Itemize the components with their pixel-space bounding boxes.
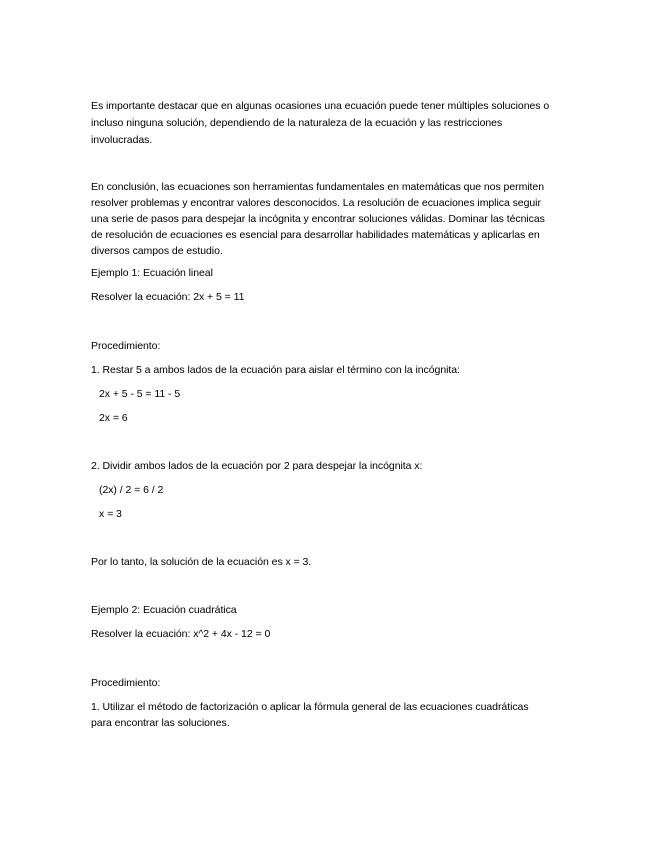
example-1-procedure-label: Procedimiento: (91, 340, 161, 352)
example-1-problem: Resolver la ecuación: 2x + 5 = 11 (91, 291, 245, 303)
example-2-problem: Resolver la ecuación: x^2 + 4x - 12 = 0 (91, 628, 271, 640)
text-line: resolver problemas y encontrar valores desconocidos. La resolución de ecuaciones implica seguir (91, 197, 541, 209)
example-1-step-2: 2. Dividir ambos lados de la ecuación por 2 para despejar la incógnita x: (91, 460, 423, 472)
example-1-step-2-equation-1: (2x) / 2 = 6 / 2 (99, 484, 164, 496)
example-2-title: Ejemplo 2: Ecuación cuadrática (91, 604, 237, 616)
example-1-step-1-equation-1: 2x + 5 - 5 = 11 - 5 (99, 388, 181, 400)
text-line: una serie de pasos para despejar la incógnita y encontrar soluciones válidas. Dominar las técnicas (91, 213, 545, 225)
example-1-step-1-equation-2: 2x = 6 (99, 412, 128, 424)
text-line: incluso ninguna solución, dependiendo de la naturaleza de la ecuación y las restricciones (91, 117, 503, 129)
example-1-conclusion: Por lo tanto, la solución de la ecuación es x = 3. (91, 556, 312, 568)
text-line: diversos campos de estudio. (91, 245, 223, 257)
text-line: En conclusión, las ecuaciones son herramientas fundamentales en matemáticas que nos permiten (91, 181, 544, 193)
text-line: involucradas. (91, 134, 153, 146)
text-line: Es importante destacar que en algunas ocasiones una ecuación puede tener múltiples soluciones o (91, 100, 550, 112)
example-2-step-1: 1. Utilizar el método de factorización o aplicar la fórmula general de las ecuaciones cuadráticas (91, 701, 529, 713)
example-1-title: Ejemplo 1: Ecuación lineal (91, 267, 213, 279)
text-line: de resolución de ecuaciones es esencial para desarrollar habilidades matemáticas y aplicarlas en (91, 229, 540, 241)
example-1-step-2-equation-2: x = 3 (99, 508, 122, 520)
example-2-procedure-label: Procedimiento: (91, 677, 161, 689)
example-2-step-1: para encontrar las soluciones. (91, 717, 230, 729)
example-1-step-1: 1. Restar 5 a ambos lados de la ecuación para aislar el término con la incógnita: (91, 364, 460, 376)
